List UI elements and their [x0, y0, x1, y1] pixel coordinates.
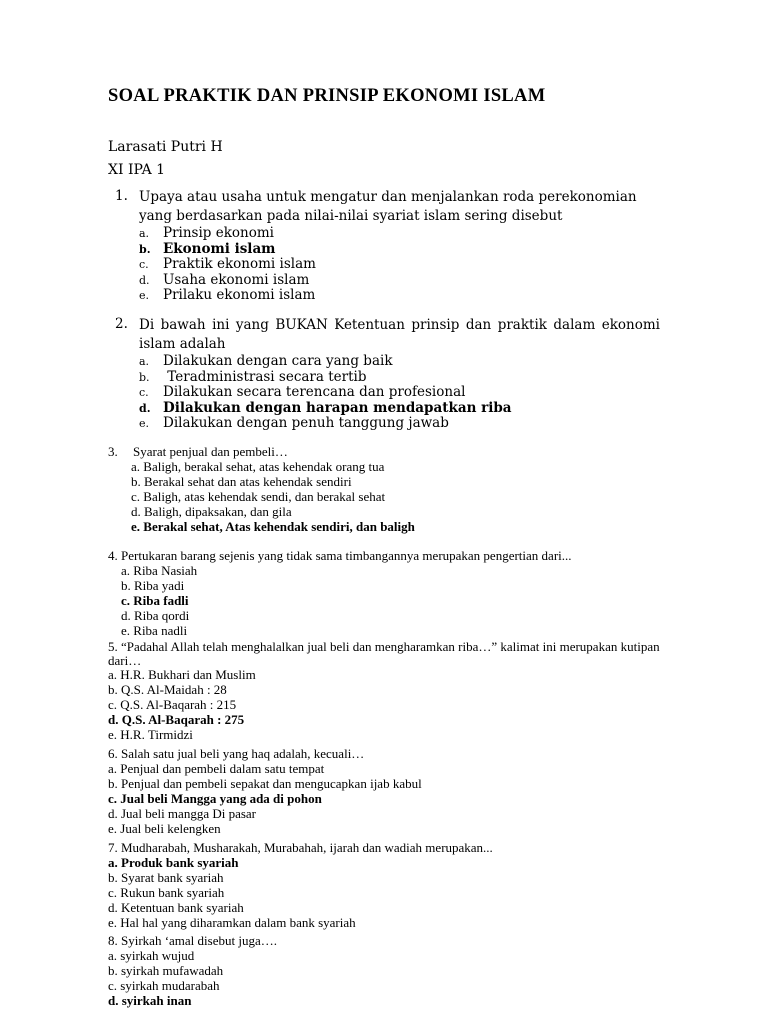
student-name: Larasati Putri H — [108, 139, 223, 155]
option-d: d. Usaha ekonomi islam — [139, 271, 310, 288]
option-list — [108, 563, 572, 638]
option-e: e. Riba nadli — [121, 623, 188, 638]
question-text: Di bawah ini yang BUKAN Ketentuan prinsip dan praktik dalam ekonomi islam adalah — [139, 317, 660, 352]
option-b: b. syirkah mufawadah — [108, 963, 224, 978]
option-e: e. H.R. Tirmidzi — [108, 727, 193, 742]
question-number: 1. — [115, 188, 128, 204]
question-5 — [108, 640, 668, 742]
option-a-answer: a. Produk bank syariah — [108, 855, 239, 870]
question-3 — [108, 444, 415, 534]
option-a: a. Riba Nasiah — [121, 563, 198, 578]
question-text: 8. Syirkah ‘amal disebut juga…. — [108, 933, 277, 948]
question-4 — [108, 548, 572, 638]
option-b: b. Syarat bank syariah — [108, 870, 224, 885]
question-7 — [108, 840, 493, 930]
option-e: e. Prilaku ekonomi islam — [139, 287, 316, 304]
option-c: c. Praktik ekonomi islam — [139, 256, 316, 273]
option-c-answer: c. Riba fadli — [121, 593, 189, 608]
student-info — [108, 136, 223, 182]
option-d-answer: d. Dilakukan dengan harapan mendapatkan riba — [139, 399, 512, 416]
question-2 — [115, 316, 660, 432]
option-a: a. H.R. Bukhari dan Muslim — [108, 667, 256, 682]
question-text: 6. Salah satu jual beli yang haq adalah, kecuali… — [108, 746, 365, 761]
option-list — [108, 948, 277, 1008]
option-c: c. Baligh, atas kehendak sendi, dan berakal sehat — [131, 489, 386, 504]
option-list — [108, 761, 422, 836]
option-e: e. Hal hal yang diharamkan dalam bank syariah — [108, 915, 356, 930]
option-list — [115, 354, 660, 432]
question-1 — [115, 188, 660, 304]
option-b: b. Riba yadi — [121, 578, 185, 593]
question-number: 2. — [115, 316, 128, 332]
question-8 — [108, 933, 277, 1008]
document-title: SOAL PRAKTIK DAN PRINSIP EKONOMI ISLAM — [108, 86, 546, 106]
question-text: 7. Mudharabah, Musharakah, Murabahah, ijarah dan wadiah merupakan... — [108, 840, 493, 855]
option-a: a. Dilakukan dengan cara yang baik — [139, 353, 393, 369]
option-list — [108, 855, 493, 930]
option-list — [108, 459, 415, 534]
option-d: d. Baligh, dipaksakan, dan gila — [131, 504, 292, 519]
option-c: c. Dilakukan secara terencana dan profesional — [139, 384, 466, 401]
option-a: a. Penjual dan pembeli dalam satu tempat — [108, 761, 325, 776]
question-text: 4. Pertukaran barang sejenis yang tidak sama timbangannya merupakan pengertian dari... — [108, 548, 572, 563]
option-b: b. Q.S. Al-Maidah : 28 — [108, 682, 227, 697]
option-a: a. Baligh, berakal sehat, atas kehendak orang tua — [131, 459, 385, 474]
option-c: c. syirkah mudarabah — [108, 978, 220, 993]
option-d-answer: d. syirkah inan — [108, 993, 192, 1008]
question-text: Upaya atau usaha untuk mengatur dan menjalankan roda perekonomian yang berdasarkan pada nilai-nilai syariat islam sering disebut — [139, 189, 637, 224]
option-d: d. Ketentuan bank syariah — [108, 900, 244, 915]
option-b: b. Penjual dan pembeli sepakat dan mengucapkan ijab kabul — [108, 776, 422, 791]
question-text: 3. Syarat penjual dan pembeli… — [108, 444, 288, 459]
option-b: b. Berakal sehat dan atas kehendak sendiri — [131, 474, 352, 489]
option-c: c. Q.S. Al-Baqarah : 215 — [108, 697, 237, 712]
student-class: XI IPA 1 — [108, 162, 166, 178]
question-6 — [108, 746, 422, 836]
option-b-answer: b. Ekonomi islam — [139, 240, 276, 257]
option-c: c. Rukun bank syariah — [108, 885, 225, 900]
question-text: 5. “Padahal Allah telah menghalalkan jual beli dan mengharamkan riba…” kalimat ini merupakan kutipan dari… — [108, 639, 660, 668]
option-e-answer: e. Berakal sehat, Atas kehendak sendiri, dan baligh — [131, 519, 415, 534]
option-list — [115, 226, 660, 304]
option-d: d. Riba qordi — [121, 608, 190, 623]
option-d: d. Jual beli mangga Di pasar — [108, 806, 257, 821]
option-b: b. Teradministrasi secara tertib — [139, 368, 367, 385]
option-c-answer: c. Jual beli Mangga yang ada di pohon — [108, 791, 322, 806]
option-a: a. Prinsip ekonomi — [139, 225, 274, 241]
option-a: a. syirkah wujud — [108, 948, 195, 963]
option-list — [108, 667, 668, 742]
option-e: e. Dilakukan dengan penuh tanggung jawab — [139, 415, 449, 432]
option-d-answer: d. Q.S. Al-Baqarah : 275 — [108, 712, 245, 727]
option-e: e. Jual beli kelengken — [108, 821, 221, 836]
